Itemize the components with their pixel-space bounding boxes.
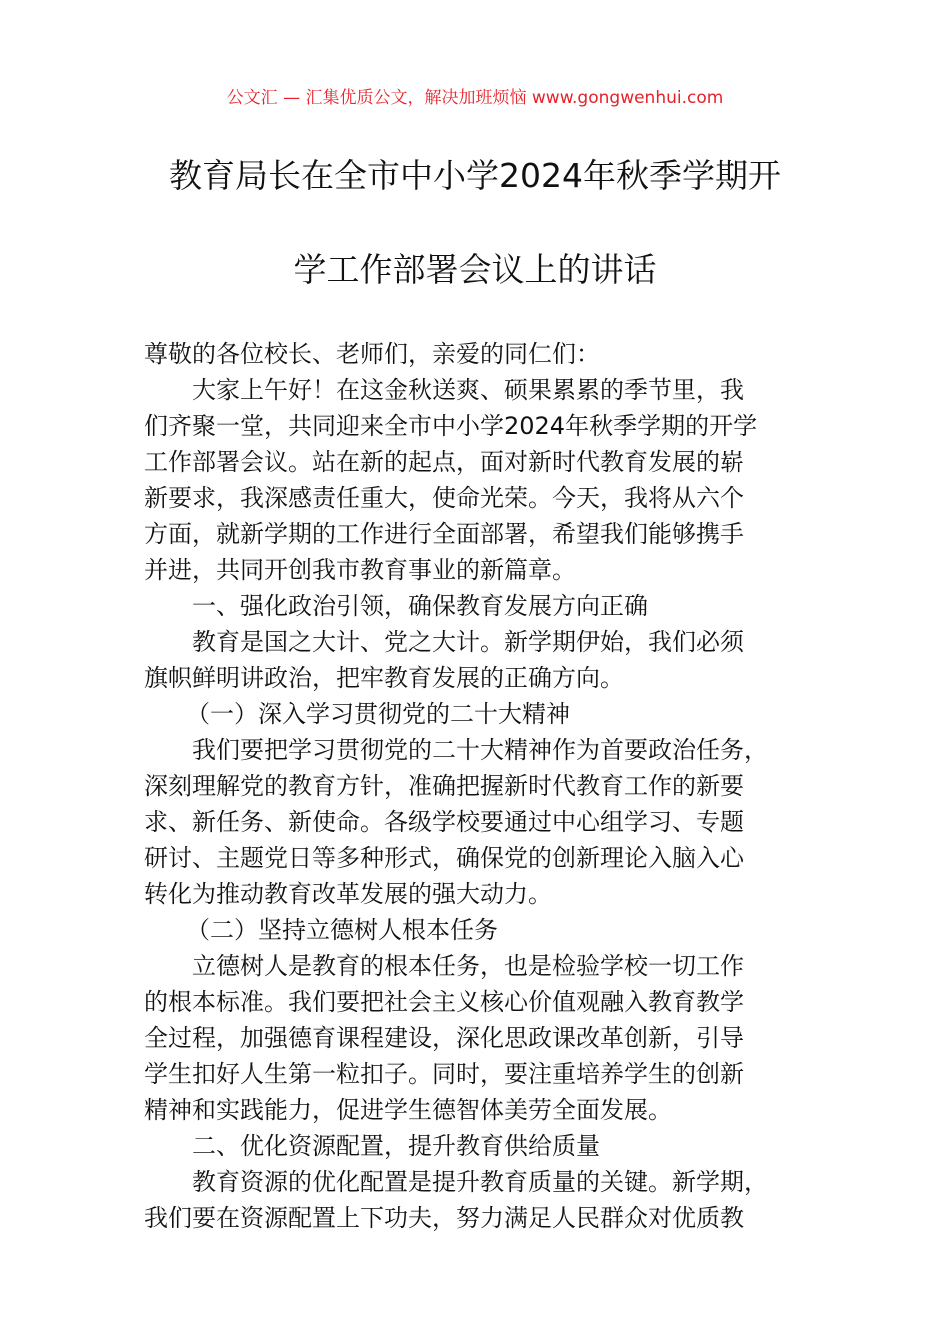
paragraph-line: 研讨、主题党日等多种形式，确保党的创新理论入脑入心 bbox=[144, 844, 744, 872]
paragraph-line: 旗帜鲜明讲政治，把牢教育发展的正确方向。 bbox=[144, 664, 624, 692]
salutation-line: 尊敬的各位校长、老师们，亲爱的同仁们： bbox=[144, 340, 600, 368]
paragraph-line: 转化为推动教育改革发展的强大动力。 bbox=[144, 880, 552, 908]
paragraph-line: 立德树人是教育的根本任务，也是检验学校一切工作 bbox=[192, 952, 744, 980]
paragraph-line: 求、新任务、新使命。各级学校要通过中心组学习、专题 bbox=[144, 808, 744, 836]
paragraph-line: 们齐聚一堂，共同迎来全市中小学2024年秋季学期的开学 bbox=[144, 412, 758, 440]
paragraph-line: 学生扣好人生第一粒扣子。同时，要注重培养学生的创新 bbox=[144, 1060, 744, 1088]
paragraph-line: 全过程，加强德育课程建设，深化思政课改革创新，引导 bbox=[144, 1024, 744, 1052]
paragraph-line: 深刻理解党的教育方针，准确把握新时代教育工作的新要 bbox=[144, 772, 744, 800]
paragraph-line: 教育是国之大计、党之大计。新学期伊始，我们必须 bbox=[192, 628, 744, 656]
paragraph-line: 方面，就新学期的工作进行全面部署，希望我们能够携手 bbox=[144, 520, 744, 548]
subsection-heading: （一）深入学习贯彻党的二十大精神 bbox=[186, 700, 570, 728]
paragraph-line: 教育资源的优化配置是提升教育质量的关键。新学期， bbox=[192, 1168, 768, 1196]
section-heading: 一、强化政治引领，确保教育发展方向正确 bbox=[192, 592, 648, 620]
document-body bbox=[144, 336, 834, 1236]
subsection-heading: （二）坚持立德树人根本任务 bbox=[186, 916, 498, 944]
paragraph-line: 精神和实践能力，促进学生德智体美劳全面发展。 bbox=[144, 1096, 672, 1124]
paragraph-line: 我们要在资源配置上下功夫，努力满足人民群众对优质教 bbox=[144, 1204, 744, 1232]
site-banner: 公文汇 — 汇集优质公文，解决加班烦恼 www.gongwenhui.com bbox=[226, 88, 724, 108]
paragraph-line: 工作部署会议。站在新的起点，面对新时代教育发展的崭 bbox=[144, 448, 744, 476]
section-heading: 二、优化资源配置，提升教育供给质量 bbox=[192, 1132, 600, 1160]
paragraph-line: 我们要把学习贯彻党的二十大精神作为首要政治任务， bbox=[192, 736, 768, 764]
document-title-line-2: 学工作部署会议上的讲话 bbox=[293, 250, 657, 289]
paragraph-line: 的根本标准。我们要把社会主义核心价值观融入教育教学 bbox=[144, 988, 744, 1016]
paragraph-line: 大家上午好！在这金秋送爽、硕果累累的季节里，我 bbox=[192, 376, 744, 404]
paragraph-line: 并进，共同开创我市教育事业的新篇章。 bbox=[144, 556, 576, 584]
document-title-line-1: 教育局长在全市中小学2024年秋季学期开 bbox=[169, 156, 781, 195]
paragraph-line: 新要求，我深感责任重大，使命光荣。今天，我将从六个 bbox=[144, 484, 744, 512]
